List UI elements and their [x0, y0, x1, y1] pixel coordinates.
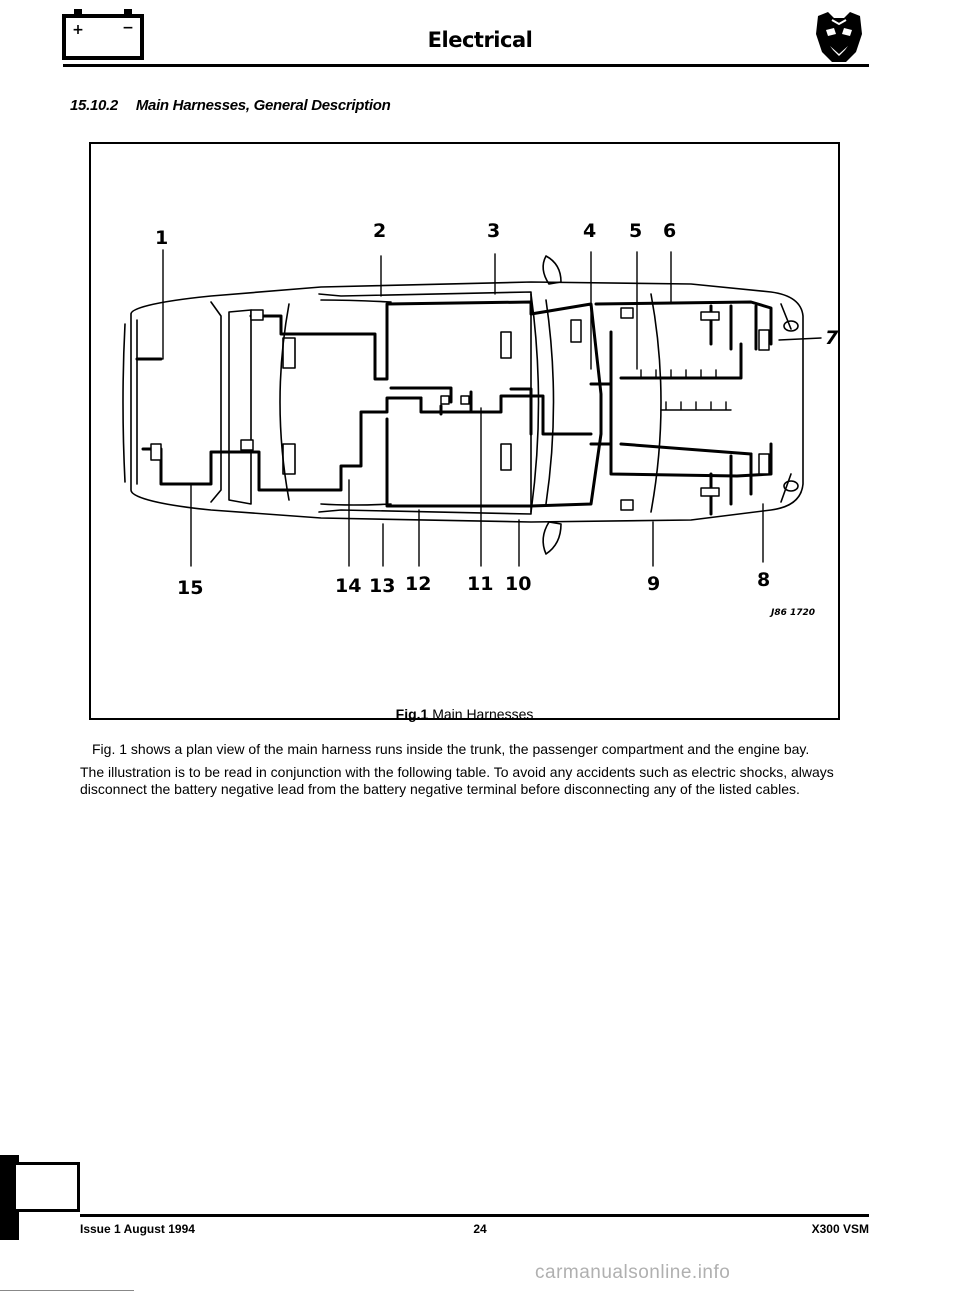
- car-body-outline: [123, 256, 803, 554]
- connector-blocks: [151, 308, 769, 510]
- callout-11: 11: [467, 573, 494, 595]
- body-paragraph-2: The illustration is to be read in conjunction with the following table. To avoid any accidents such as electric shocks, always disconnect the battery negative lead from the battery negative terminal before disconnecting any of the listed cables.: [80, 764, 834, 797]
- battery-minus-sign: −: [122, 20, 134, 36]
- body-text: [80, 741, 855, 804]
- footer-issue: Issue 1 August 1994: [80, 1222, 195, 1236]
- callout-13: 13: [369, 575, 396, 597]
- callout-6: 6: [663, 220, 677, 242]
- footer-manual-code: X300 VSM: [811, 1222, 869, 1236]
- battery-plus-sign: +: [72, 22, 84, 38]
- callout-14: 14: [335, 575, 362, 597]
- watermark: carmanualsonline.info: [535, 1262, 731, 1283]
- figure-reference-code: J86 1720: [771, 608, 816, 618]
- callout-3: 3: [487, 220, 501, 242]
- harness-runs: [137, 302, 771, 514]
- callout-15: 15: [177, 577, 204, 599]
- figure-caption-label: Fig.1: [395, 706, 429, 722]
- callout-8: 8: [757, 569, 771, 591]
- figure-caption-text: Main Harnesses: [432, 706, 534, 722]
- callout-12: 12: [405, 573, 432, 595]
- section-heading: [70, 97, 390, 114]
- bottom-rule: [0, 1290, 134, 1291]
- callout-numbers: [155, 220, 838, 599]
- callout-9: 9: [647, 573, 661, 595]
- callout-5: 5: [629, 220, 643, 242]
- page-header-title: Electrical: [427, 28, 533, 52]
- leader-lines: [163, 250, 821, 566]
- callout-7: 7: [825, 327, 838, 349]
- callout-1: 1: [155, 227, 169, 249]
- side-tab-box: [16, 1162, 80, 1212]
- harness-diagram: [91, 144, 838, 718]
- callout-4: 4: [583, 220, 597, 242]
- figure-frame: [89, 142, 840, 720]
- section-title: Main Harnesses, General Description: [135, 97, 391, 114]
- section-number: 15.10.2: [70, 97, 118, 114]
- callout-10: 10: [505, 573, 532, 595]
- callout-2: 2: [373, 220, 387, 242]
- footer-rule: [80, 1214, 869, 1217]
- harness-ticks: [641, 370, 731, 410]
- jaguar-logo-icon: [812, 10, 866, 66]
- body-paragraph-1: Fig. 1 shows a plan view of the main harness runs inside the trunk, the passenger compartment and the engine bay.: [92, 741, 810, 757]
- figure-caption: [91, 706, 838, 722]
- footer-page-number: 24: [473, 1222, 487, 1236]
- header-rule: [63, 64, 869, 67]
